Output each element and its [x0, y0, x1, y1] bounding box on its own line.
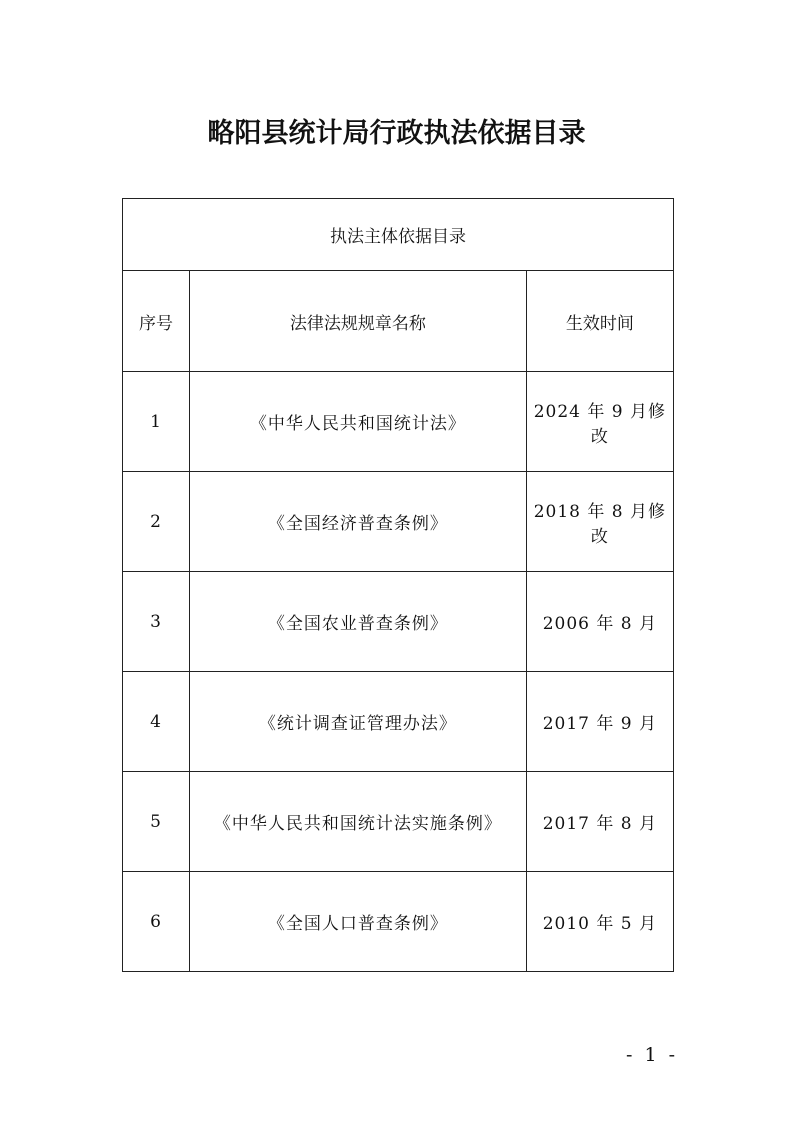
table-header-row: [123, 271, 674, 372]
document-title: 略阳县统计局行政执法依据目录: [207, 118, 586, 149]
row-effective-date: 2017 年 9 月: [526, 672, 673, 772]
row-effective-date: 2024 年 9 月修改: [526, 372, 673, 472]
row-regulation-name: 《中华人民共和国统计法》: [190, 372, 527, 472]
table-caption: 执法主体依据目录: [123, 199, 674, 271]
table-row: [123, 672, 674, 772]
row-regulation-name: 《全国农业普查条例》: [190, 572, 527, 672]
row-effective-date: 2006 年 8 月: [526, 572, 673, 672]
row-serial-number: 1: [123, 372, 190, 472]
law-basis-table: [122, 198, 674, 972]
row-serial-number: 6: [123, 872, 190, 972]
table-row: [123, 772, 674, 872]
table-row: [123, 872, 674, 972]
row-regulation-name: 《全国经济普查条例》: [190, 472, 527, 572]
row-effective-date: 2010 年 5 月: [526, 872, 673, 972]
table-row: [123, 372, 674, 472]
row-effective-date: 2018 年 8 月修改: [526, 472, 673, 572]
row-serial-number: 3: [123, 572, 190, 672]
header-serial-number: 序号: [123, 271, 190, 372]
header-regulation-name: 法律法规规章名称: [190, 271, 527, 372]
table-row: [123, 472, 674, 572]
row-regulation-name: 《统计调查证管理办法》: [190, 672, 527, 772]
table-row: [123, 572, 674, 672]
row-regulation-name: 《全国人口普查条例》: [190, 872, 527, 972]
row-effective-date: 2017 年 8 月: [526, 772, 673, 872]
row-regulation-name: 《中华人民共和国统计法实施条例》: [190, 772, 527, 872]
header-effective-date: 生效时间: [526, 271, 673, 372]
row-serial-number: 4: [123, 672, 190, 772]
page-number: - 1 -: [625, 1044, 678, 1066]
table-caption-row: [123, 199, 674, 271]
row-serial-number: 5: [123, 772, 190, 872]
row-serial-number: 2: [123, 472, 190, 572]
